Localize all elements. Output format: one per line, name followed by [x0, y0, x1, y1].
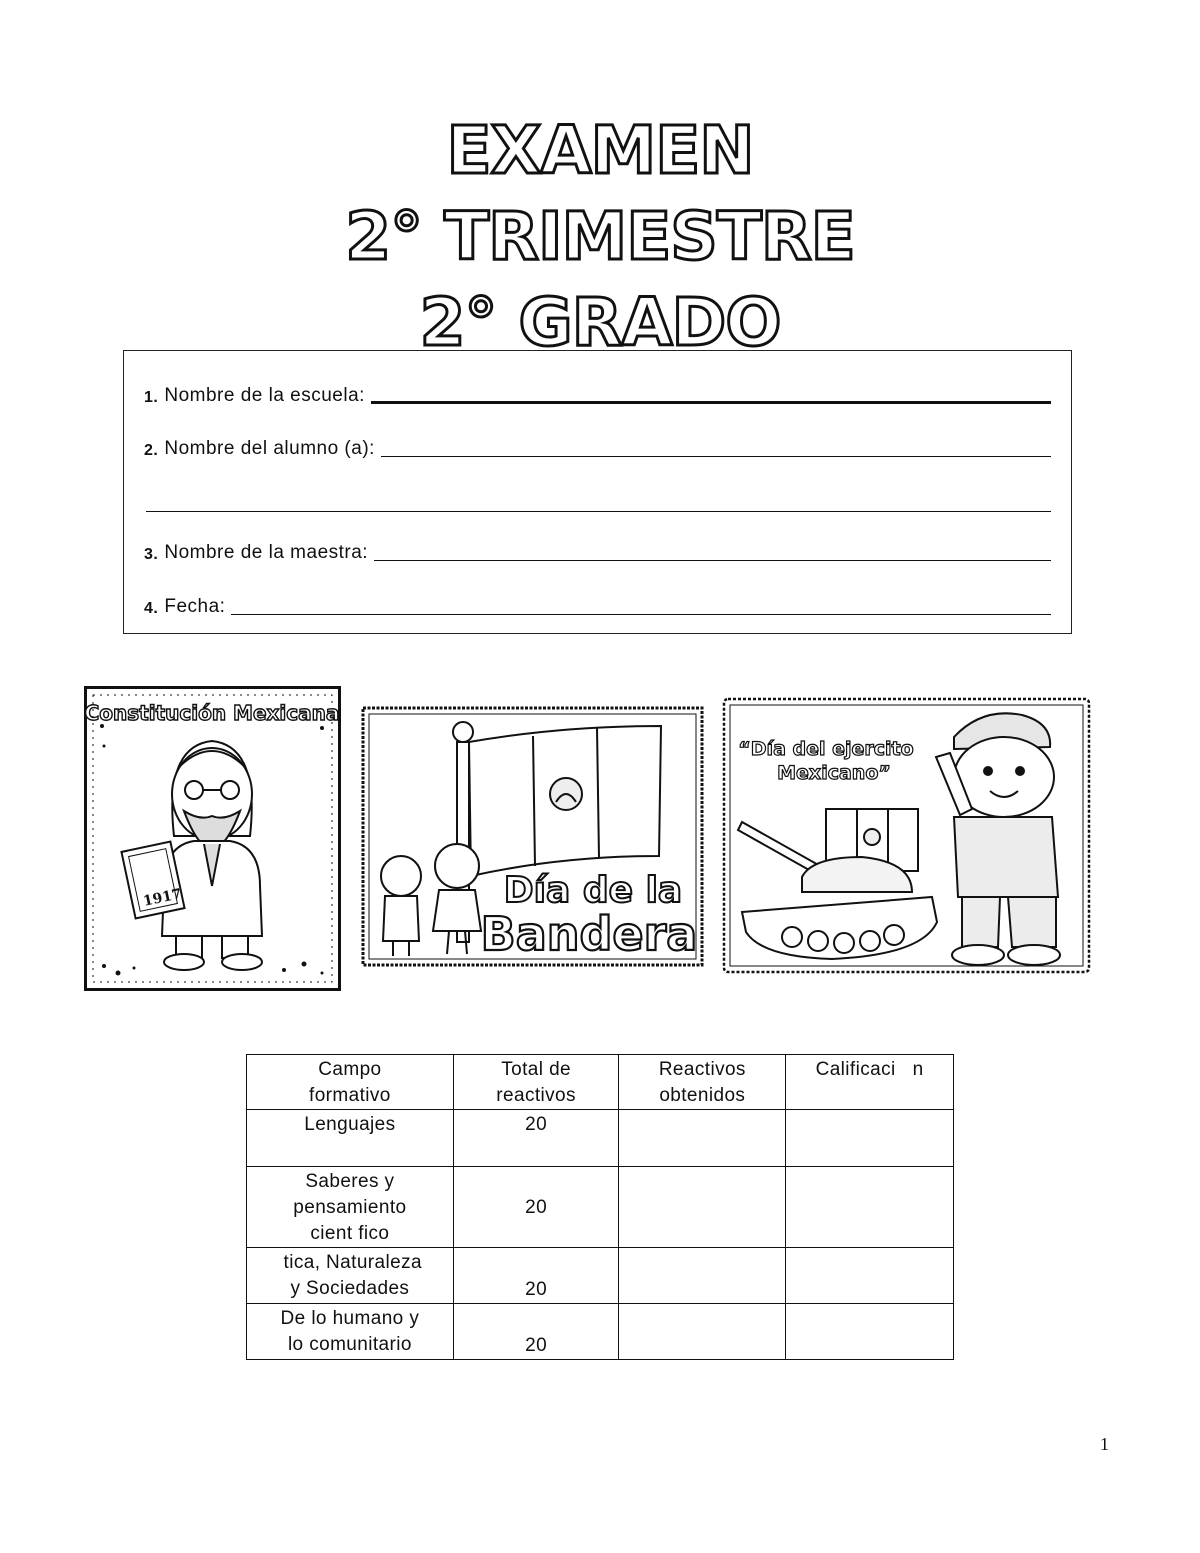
book-year: 1917 — [141, 886, 184, 910]
field-number: 4. — [144, 600, 159, 617]
obtenidos-cell[interactable] — [619, 1248, 786, 1304]
campo-cell: Saberes y pensamiento cient fico — [247, 1167, 454, 1248]
teacher-name-field[interactable] — [144, 542, 1051, 564]
title-line-1: EXAMEN — [446, 112, 754, 189]
total-cell: 20 — [453, 1304, 619, 1360]
ejercito-illustration — [722, 697, 1091, 974]
ejercito-caption-line1: “Día del ejercito — [738, 738, 914, 760]
exam-title — [0, 108, 1200, 366]
ejercito-caption-line2: Mexicano” — [777, 762, 891, 784]
field-number: 1. — [144, 389, 159, 406]
page-number: 1 — [1100, 1434, 1109, 1454]
date-line[interactable] — [231, 613, 1051, 615]
bandera-caption-line1: Día de la — [503, 870, 683, 911]
field-label: Nombre del alumno (a): — [164, 438, 375, 459]
total-cell: 20 — [453, 1167, 619, 1248]
header-campo: Campo formativo — [247, 1055, 454, 1110]
date-field[interactable] — [144, 596, 1051, 618]
constitucion-caption: Constitución Mexicana — [84, 701, 340, 725]
student-info-box — [123, 350, 1072, 634]
field-label: Nombre de la escuela: — [164, 385, 365, 406]
field-number: 2. — [144, 442, 159, 459]
header-obtenidos: Reactivos obtenidos — [619, 1055, 786, 1110]
campo-cell: Lenguajes — [247, 1110, 454, 1167]
table-row — [247, 1248, 954, 1304]
field-label: Nombre de la maestra: — [164, 542, 369, 563]
calificacion-cell[interactable] — [786, 1248, 954, 1304]
title-line-3: 2° GRADO — [419, 284, 781, 361]
school-name-line[interactable] — [371, 400, 1051, 404]
title-line-2: 2° TRIMESTRE — [345, 198, 855, 275]
calificacion-cell[interactable] — [786, 1110, 954, 1167]
field-number: 3. — [144, 546, 159, 563]
bandera-caption-line2: Bandera — [480, 907, 698, 961]
calificacion-cell[interactable] — [786, 1167, 954, 1248]
student-name-line[interactable] — [381, 455, 1051, 457]
constitucion-illustration — [84, 686, 341, 991]
school-name-field[interactable] — [144, 385, 1051, 407]
obtenidos-cell[interactable] — [619, 1304, 786, 1360]
calificacion-cell[interactable] — [786, 1304, 954, 1360]
total-cell: 20 — [453, 1248, 619, 1304]
table-row — [247, 1110, 954, 1167]
bandera-illustration — [361, 706, 704, 967]
table-row — [247, 1304, 954, 1360]
student-name-field[interactable] — [144, 438, 1051, 460]
header-total: Total de reactivos — [453, 1055, 619, 1110]
campo-cell: tica, Naturaleza y Sociedades — [247, 1248, 454, 1304]
teacher-name-line[interactable] — [374, 559, 1051, 561]
table-header-row — [247, 1055, 954, 1110]
header-calificacion: Calificaci n — [786, 1055, 954, 1110]
field-label: Fecha: — [164, 596, 226, 617]
obtenidos-cell[interactable] — [619, 1110, 786, 1167]
student-name-extra-line[interactable] — [146, 511, 1051, 512]
total-cell: 20 — [453, 1110, 619, 1167]
obtenidos-cell[interactable] — [619, 1167, 786, 1248]
table-row — [247, 1167, 954, 1248]
campo-cell: De lo humano y lo comunitario — [247, 1304, 454, 1360]
score-table — [246, 1054, 954, 1360]
